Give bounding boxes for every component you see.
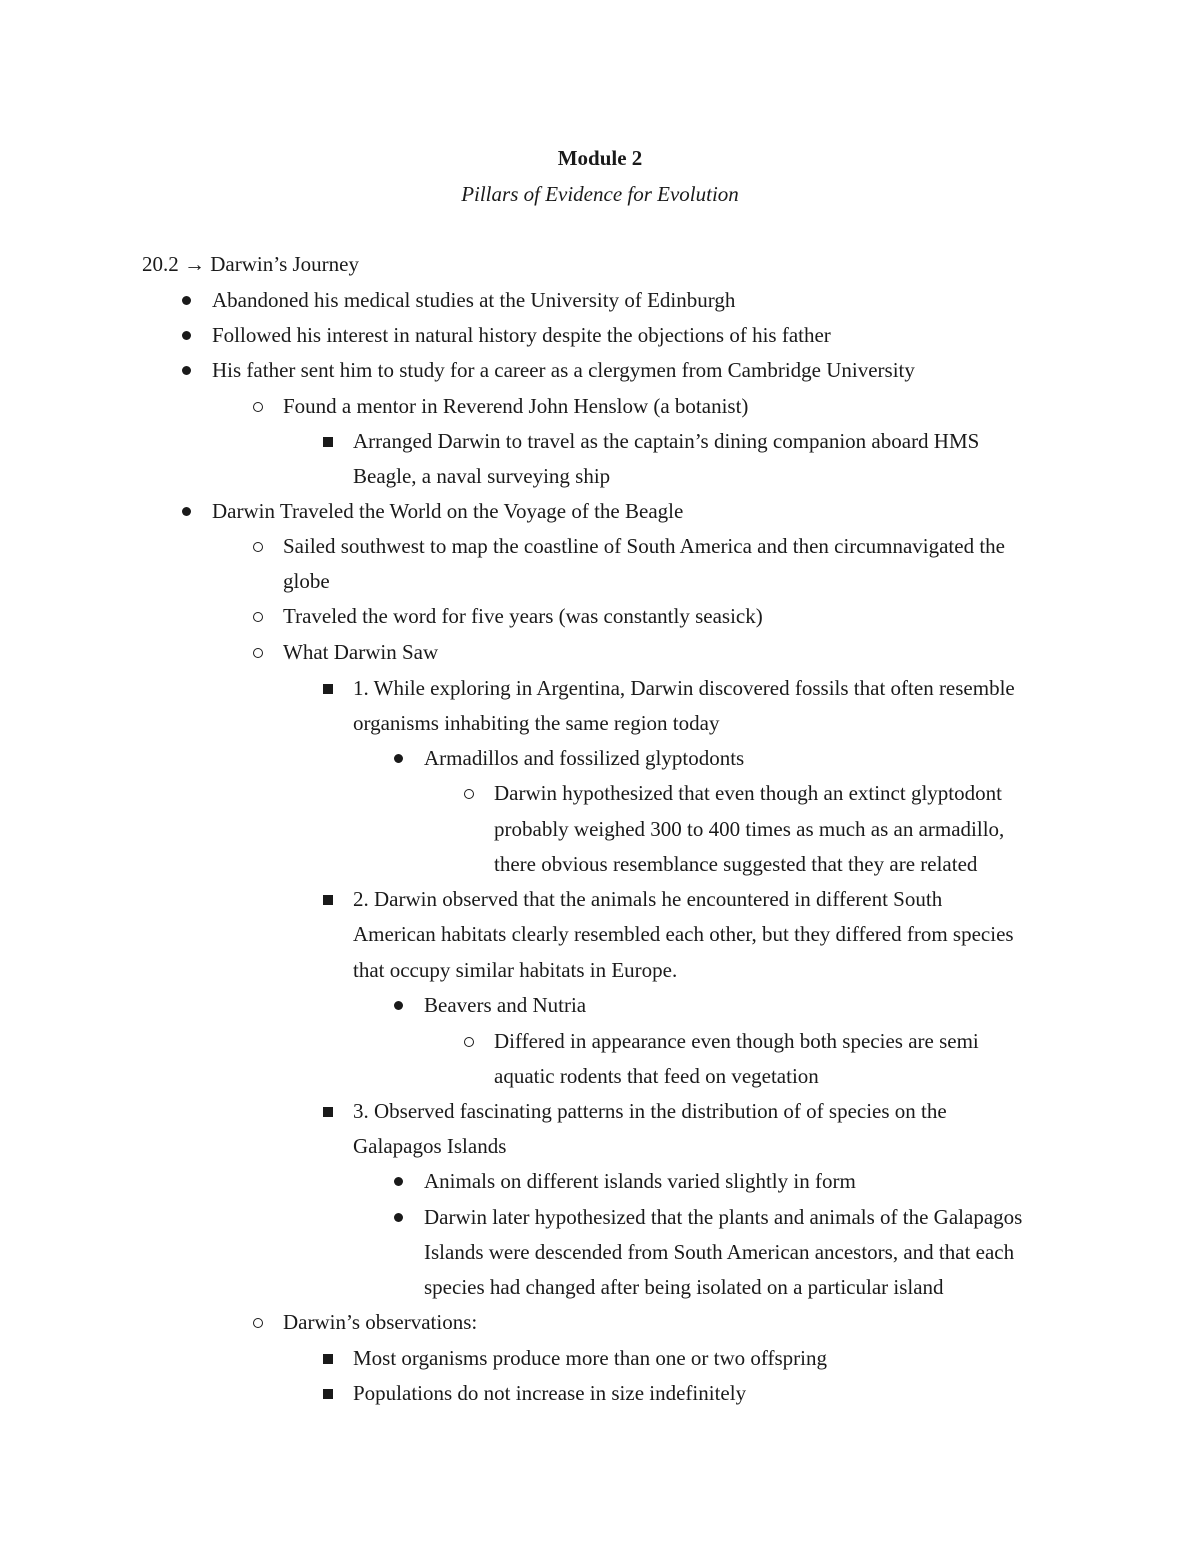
list-item: Followed his interest in natural history despite the objections of his father bbox=[212, 323, 831, 347]
disc-bullet-icon bbox=[394, 1001, 403, 1010]
list-item: What Darwin Saw bbox=[283, 640, 439, 664]
list-item: Galapagos Islands bbox=[353, 1134, 507, 1158]
list-item: organisms inhabiting the same region today bbox=[353, 711, 720, 735]
list-item: Animals on different islands varied slightly in form bbox=[424, 1169, 856, 1193]
section-heading: 20.2 → Darwin’s Journey bbox=[142, 252, 359, 276]
list-item: Sailed southwest to map the coastline of South America and then circumnavigated the bbox=[283, 534, 1005, 558]
disc-bullet-icon bbox=[182, 296, 191, 305]
list-item: probably weighed 300 to 400 times as much as an armadillo, bbox=[494, 817, 1005, 841]
list-item: 1. While exploring in Argentina, Darwin discovered fossils that often resemble bbox=[353, 676, 1015, 700]
list-item: 2. Darwin observed that the animals he encountered in different South bbox=[353, 887, 943, 911]
circle-bullet-icon bbox=[464, 789, 474, 799]
disc-bullet-icon bbox=[182, 366, 191, 375]
list-item: Darwin’s observations: bbox=[283, 1310, 478, 1334]
list-item: Darwin hypothesized that even though an extinct glyptodont bbox=[494, 781, 1002, 805]
list-item: aquatic rodents that feed on vegetation bbox=[494, 1064, 819, 1088]
list-item: Populations do not increase in size indefinitely bbox=[353, 1381, 747, 1405]
circle-bullet-icon bbox=[464, 1037, 474, 1047]
disc-bullet-icon bbox=[182, 331, 191, 340]
circle-bullet-icon bbox=[253, 542, 263, 552]
circle-bullet-icon bbox=[253, 402, 263, 412]
list-item: Darwin Traveled the World on the Voyage of the Beagle bbox=[212, 499, 684, 523]
circle-bullet-icon bbox=[253, 1318, 263, 1328]
square-bullet-icon bbox=[323, 1107, 333, 1117]
list-item: 3. Observed fascinating patterns in the distribution of of species on the bbox=[353, 1099, 947, 1123]
list-item: American habitats clearly resembled each other, but they differed from species bbox=[353, 922, 1014, 946]
list-item: there obvious resemblance suggested that they are related bbox=[494, 852, 978, 876]
page-title: Module 2 bbox=[557, 146, 643, 170]
list-item: Darwin later hypothesized that the plants and animals of the Galapagos bbox=[424, 1205, 1023, 1229]
list-item: Most organisms produce more than one or two offspring bbox=[353, 1346, 827, 1370]
list-item: species had changed after being isolated on a particular island bbox=[424, 1275, 944, 1299]
page-subtitle: Pillars of Evidence for Evolution bbox=[461, 182, 739, 206]
list-item: His father sent him to study for a career as a clergymen from Cambridge University bbox=[212, 358, 915, 382]
list-item: Traveled the word for five years (was constantly seasick) bbox=[283, 604, 763, 628]
list-item: Armadillos and fossilized glyptodonts bbox=[424, 746, 745, 770]
square-bullet-icon bbox=[323, 1354, 333, 1364]
list-item: Beagle, a naval surveying ship bbox=[353, 464, 611, 488]
square-bullet-icon bbox=[323, 1389, 333, 1399]
disc-bullet-icon bbox=[182, 507, 191, 516]
list-item: globe bbox=[283, 569, 330, 593]
list-item: Islands were descended from South American ancestors, and that each bbox=[424, 1240, 1015, 1264]
square-bullet-icon bbox=[323, 684, 333, 694]
list-item: that occupy similar habitats in Europe. bbox=[353, 958, 678, 982]
disc-bullet-icon bbox=[394, 754, 403, 763]
list-item: Beavers and Nutria bbox=[424, 993, 587, 1017]
circle-bullet-icon bbox=[253, 612, 263, 622]
circle-bullet-icon bbox=[253, 648, 263, 658]
disc-bullet-icon bbox=[394, 1213, 403, 1222]
list-item: Arranged Darwin to travel as the captain’s dining companion aboard HMS bbox=[353, 429, 980, 453]
square-bullet-icon bbox=[323, 437, 333, 447]
list-item: Abandoned his medical studies at the University of Edinburgh bbox=[212, 288, 736, 312]
list-item: Differed in appearance even though both species are semi bbox=[494, 1029, 979, 1053]
disc-bullet-icon bbox=[394, 1177, 403, 1186]
list-item: Found a mentor in Reverend John Henslow (a botanist) bbox=[283, 394, 749, 418]
square-bullet-icon bbox=[323, 895, 333, 905]
